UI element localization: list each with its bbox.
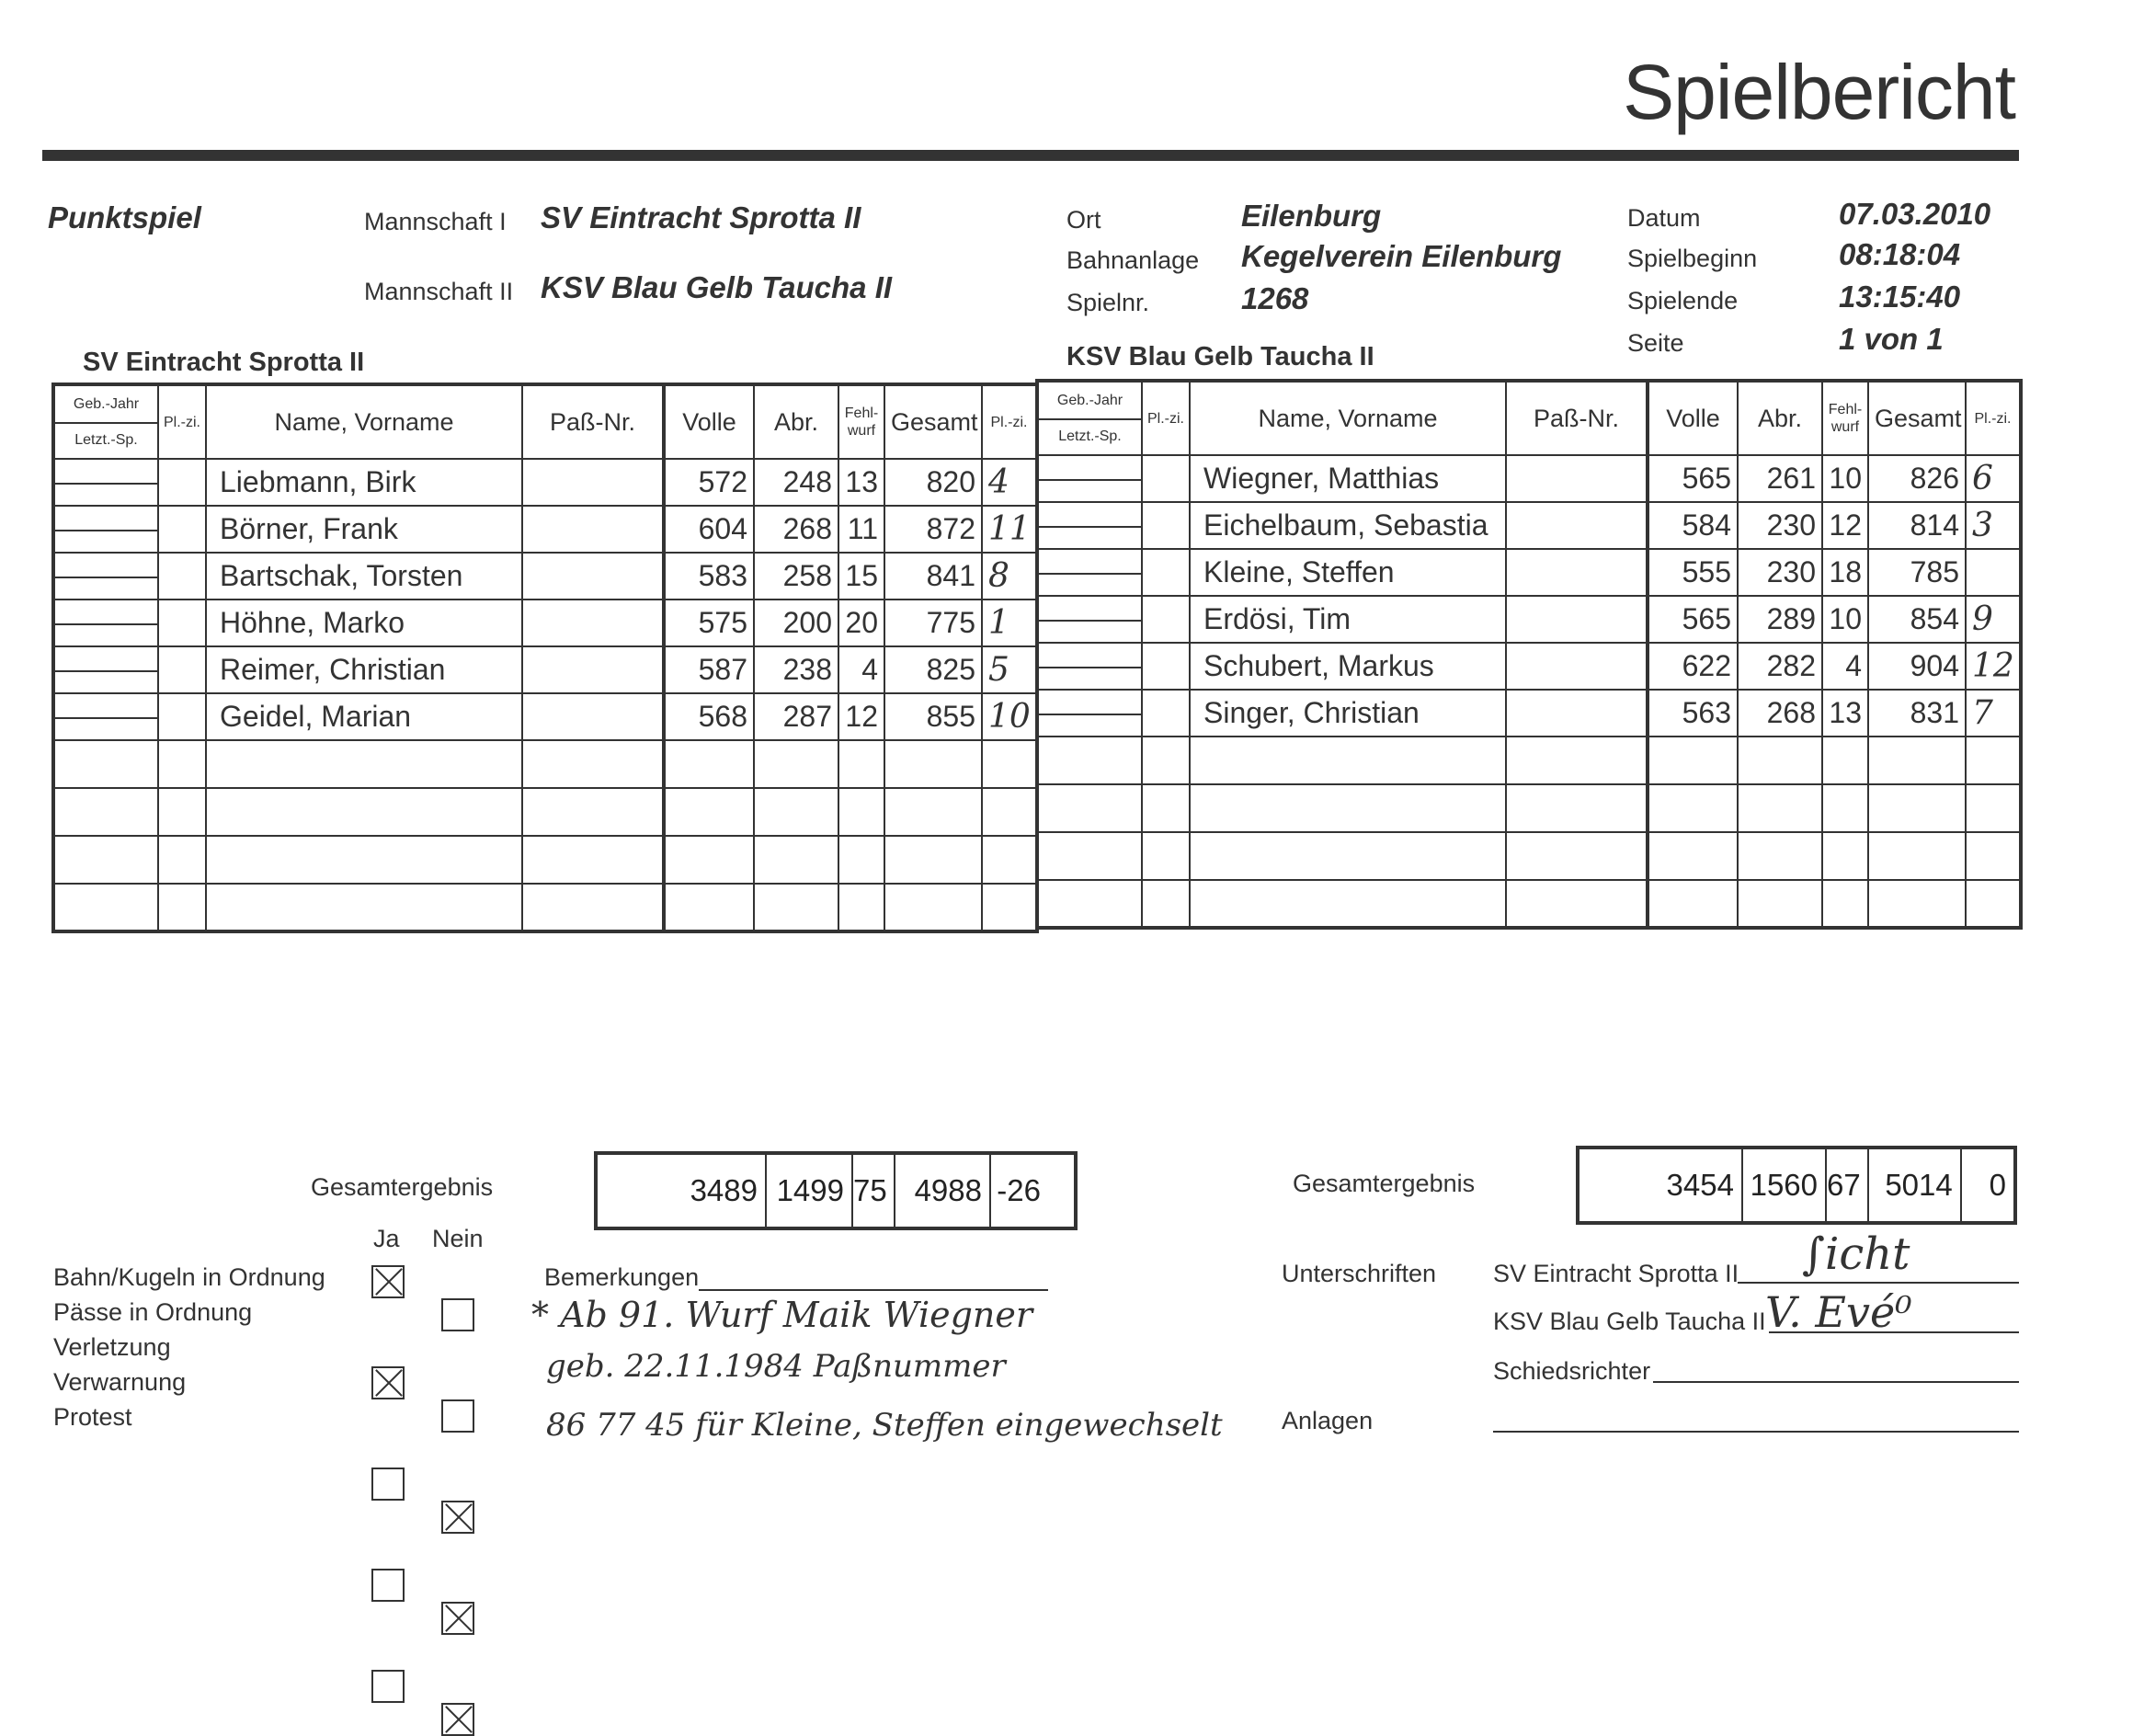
- abr-cell: 230: [1738, 502, 1822, 549]
- abr-cell: 261: [1738, 455, 1822, 502]
- pass-nr-cell: [522, 459, 664, 506]
- total-left-diff: -26: [997, 1173, 1041, 1207]
- player-name: Börner, Frank: [206, 506, 522, 553]
- volle-cell: 587: [664, 646, 754, 693]
- fehlwurf-cell: 12: [1822, 502, 1868, 549]
- geb-jahr-cell: [1037, 502, 1142, 549]
- pl-zi-cell: [1142, 549, 1190, 596]
- col-gesamt: Gesamt: [884, 384, 982, 459]
- platz-handwritten: [982, 884, 1037, 931]
- volle-cell: 565: [1648, 455, 1738, 502]
- platz-handwritten: [1966, 880, 2021, 928]
- spielbeginn-value: 08:18:04: [1839, 237, 1961, 271]
- table-row: [1037, 832, 2021, 880]
- abr-cell: [754, 740, 838, 788]
- table-row: [53, 646, 1037, 693]
- total-right-fehl: 67: [1827, 1149, 1869, 1221]
- platz-handwritten: [1966, 832, 2021, 880]
- abr-cell: 282: [1738, 643, 1822, 690]
- col-fehlwurf: Fehl-wurf: [838, 384, 884, 459]
- volle-cell: 565: [1648, 596, 1738, 643]
- table-row: [53, 459, 1037, 506]
- player-name: [1190, 880, 1506, 928]
- remarks-line-3: 86 77 45 für Kleine, Steffen eingewechselt: [546, 1407, 1223, 1444]
- geb-jahr-cell: [53, 884, 158, 931]
- player-name: [206, 788, 522, 836]
- pl-zi-cell: [158, 836, 206, 884]
- team-right-table: [1035, 379, 2023, 930]
- pl-zi-cell: [158, 646, 206, 693]
- remarks-line-2: geb. 22.11.1984 Paßnummer: [546, 1348, 1006, 1385]
- abr-cell: 258: [754, 553, 838, 600]
- gesamt-cell: 831: [1868, 690, 1966, 737]
- pl-zi-cell: [158, 600, 206, 646]
- col-platz: Pl.-zi.: [1966, 381, 2021, 455]
- abr-cell: 268: [754, 506, 838, 553]
- player-name: Reimer, Christian: [206, 646, 522, 693]
- datum-value: 07.03.2010: [1839, 197, 1991, 231]
- pl-zi-cell: [158, 506, 206, 553]
- player-name: [206, 836, 522, 884]
- abr-cell: 248: [754, 459, 838, 506]
- checkbox-nein[interactable]: [441, 1298, 474, 1331]
- abr-cell: [1738, 832, 1822, 880]
- table-row: [53, 600, 1037, 646]
- pass-nr-cell: [522, 740, 664, 788]
- signature-team1-line: [1738, 1282, 2019, 1284]
- total-right-volle: 3454: [1579, 1149, 1743, 1221]
- geb-jahr-cell: [53, 506, 158, 553]
- volle-cell: 575: [664, 600, 754, 646]
- gesamt-cell: 785: [1868, 549, 1966, 596]
- pl-zi-cell: [1142, 502, 1190, 549]
- pl-zi-cell: [1142, 880, 1190, 928]
- col-fehlwurf: Fehl-wurf: [1822, 381, 1868, 455]
- gesamt-cell: 820: [884, 459, 982, 506]
- ja-label: Ja: [373, 1225, 400, 1252]
- checkbox-ja[interactable]: [371, 1265, 405, 1298]
- abr-cell: 200: [754, 600, 838, 646]
- table-row: [1037, 502, 2021, 549]
- player-name: Eichelbaum, Sebastia: [1190, 502, 1506, 549]
- total-right-label: Gesamtergebnis: [1293, 1170, 1476, 1197]
- fehlwurf-cell: [838, 884, 884, 931]
- pass-nr-cell: [1506, 455, 1648, 502]
- player-name: Schubert, Markus: [1190, 643, 1506, 690]
- gesamt-cell: [884, 836, 982, 884]
- pass-nr-cell: [522, 788, 664, 836]
- spielnr-value: 1268: [1241, 281, 1309, 315]
- remarks-line-1: * Ab 91. Wurf Maik Wiegner: [531, 1295, 1033, 1335]
- check-label: Verletzung: [53, 1333, 171, 1361]
- gesamt-cell: 826: [1868, 455, 1966, 502]
- pass-nr-cell: [522, 693, 664, 740]
- pl-zi-cell: [158, 553, 206, 600]
- geb-jahr-cell: [53, 553, 158, 600]
- col-abr: Abr.: [754, 384, 838, 459]
- volle-cell: [1648, 784, 1738, 832]
- abr-cell: 268: [1738, 690, 1822, 737]
- total-left-fehl: 75: [853, 1155, 895, 1227]
- platz-handwritten: [982, 836, 1037, 884]
- player-name: [206, 740, 522, 788]
- geb-jahr-cell: [1037, 643, 1142, 690]
- pass-nr-cell: [522, 646, 664, 693]
- total-left-box: [594, 1151, 1078, 1230]
- fehlwurf-cell: 13: [1822, 690, 1868, 737]
- pass-nr-cell: [1506, 737, 1648, 784]
- geb-jahr-cell: [1037, 549, 1142, 596]
- fehlwurf-cell: [1822, 784, 1868, 832]
- platz-handwritten: [1966, 549, 2021, 596]
- volle-cell: [1648, 832, 1738, 880]
- pass-nr-cell: [522, 600, 664, 646]
- fehlwurf-cell: 13: [838, 459, 884, 506]
- mannschaft2-value: KSV Blau Gelb Taucha II: [541, 270, 893, 304]
- geb-jahr-cell: [1037, 455, 1142, 502]
- pl-zi-cell: [158, 693, 206, 740]
- mannschaft2-label: Mannschaft II: [364, 278, 514, 305]
- table-row: [53, 788, 1037, 836]
- geb-jahr-cell: [1037, 880, 1142, 928]
- volle-cell: 568: [664, 693, 754, 740]
- platz-handwritten: [1966, 784, 2021, 832]
- geb-jahr-cell: [1037, 784, 1142, 832]
- total-left-volle: 3489: [598, 1155, 767, 1227]
- fehlwurf-cell: 20: [838, 600, 884, 646]
- platz-handwritten: 11: [982, 506, 1037, 553]
- gesamt-cell: 841: [884, 553, 982, 600]
- platz-handwritten: 1: [982, 600, 1037, 646]
- player-name: Geidel, Marian: [206, 693, 522, 740]
- platz-handwritten: 9: [1966, 596, 2021, 643]
- abr-cell: [1738, 737, 1822, 784]
- check-label: Bahn/Kugeln in Ordnung: [53, 1263, 325, 1291]
- col-pl-zi: Pl.-zi.: [158, 384, 206, 459]
- pl-zi-cell: [158, 740, 206, 788]
- check-label: Verwarnung: [53, 1368, 187, 1396]
- platz-handwritten: 7: [1966, 690, 2021, 737]
- table-row: [1037, 549, 2021, 596]
- platz-handwritten: 5: [982, 646, 1037, 693]
- checkbox-nein[interactable]: [441, 1602, 474, 1635]
- mannschaft1-label: Mannschaft I: [364, 208, 507, 235]
- abr-cell: [754, 836, 838, 884]
- signatures-label: Unterschriften: [1282, 1260, 1437, 1287]
- remarks-line: [699, 1289, 1048, 1291]
- team-right-title: KSV Blau Gelb Taucha II: [1066, 342, 1374, 371]
- geb-jahr-cell: [53, 740, 158, 788]
- player-name: [1190, 784, 1506, 832]
- gesamt-cell: 854: [1868, 596, 1966, 643]
- bahnanlage-value: Kegelverein Eilenburg: [1241, 239, 1562, 273]
- fehlwurf-cell: [1822, 832, 1868, 880]
- table-row: [1037, 455, 2021, 502]
- gesamt-cell: [1868, 737, 1966, 784]
- datum-label: Datum: [1627, 204, 1701, 232]
- platz-handwritten: 10: [982, 693, 1037, 740]
- table-row: [53, 553, 1037, 600]
- total-left-gesamt: 4988: [895, 1155, 991, 1227]
- table-row: [1037, 643, 2021, 690]
- gesamt-cell: [1868, 784, 1966, 832]
- table-row: [1037, 880, 2021, 928]
- volle-cell: [664, 740, 754, 788]
- check-label: Pässe in Ordnung: [53, 1298, 253, 1326]
- player-name: Kleine, Steffen: [1190, 549, 1506, 596]
- pl-zi-cell: [1142, 596, 1190, 643]
- seite-label: Seite: [1627, 329, 1684, 357]
- player-name: [1190, 832, 1506, 880]
- signature-team2-label: KSV Blau Gelb Taucha II: [1493, 1308, 1766, 1335]
- player-name: Singer, Christian: [1190, 690, 1506, 737]
- col-geb-jahr: Geb.-Jahr Letzt.-Sp.: [53, 384, 158, 459]
- pass-nr-cell: [1506, 784, 1648, 832]
- geb-jahr-cell: [1037, 690, 1142, 737]
- col-abr: Abr.: [1738, 381, 1822, 455]
- pl-zi-cell: [1142, 690, 1190, 737]
- gesamt-cell: [1868, 880, 1966, 928]
- team-left-title: SV Eintracht Sprotta II: [83, 348, 365, 377]
- player-name: [206, 884, 522, 931]
- spielbeginn-label: Spielbeginn: [1627, 245, 1758, 272]
- volle-cell: [664, 788, 754, 836]
- ort-value: Eilenburg: [1241, 199, 1382, 233]
- pass-nr-cell: [1506, 502, 1648, 549]
- fehlwurf-cell: [1822, 880, 1868, 928]
- pass-nr-cell: [1506, 549, 1648, 596]
- geb-jahr-cell: [53, 836, 158, 884]
- geb-jahr-cell: [53, 646, 158, 693]
- volle-cell: 572: [664, 459, 754, 506]
- geb-jahr-cell: [53, 693, 158, 740]
- fehlwurf-cell: [838, 740, 884, 788]
- player-name: Liebmann, Birk: [206, 459, 522, 506]
- abr-cell: 230: [1738, 549, 1822, 596]
- fehlwurf-cell: [838, 836, 884, 884]
- col-volle: Volle: [664, 384, 754, 459]
- col-name: Name, Vorname: [1190, 381, 1506, 455]
- volle-cell: 555: [1648, 549, 1738, 596]
- volle-cell: 583: [664, 553, 754, 600]
- bahnanlage-label: Bahnanlage: [1066, 246, 1200, 274]
- volle-cell: 604: [664, 506, 754, 553]
- table-row: [53, 693, 1037, 740]
- checkbox-nein[interactable]: [441, 1399, 474, 1433]
- volle-cell: [1648, 880, 1738, 928]
- col-pass: Paß-Nr.: [1506, 381, 1648, 455]
- anlagen-label: Anlagen: [1282, 1407, 1374, 1434]
- checkbox-ja[interactable]: [371, 1366, 405, 1399]
- abr-cell: [754, 884, 838, 931]
- abr-cell: [754, 788, 838, 836]
- fehlwurf-cell: 10: [1822, 596, 1868, 643]
- spielende-label: Spielende: [1627, 287, 1739, 314]
- team-left-table: [51, 383, 1039, 933]
- seite-value: 1 von 1: [1839, 322, 1944, 356]
- platz-handwritten: 4: [982, 459, 1037, 506]
- pass-nr-cell: [522, 836, 664, 884]
- abr-cell: 289: [1738, 596, 1822, 643]
- pl-zi-cell: [1142, 643, 1190, 690]
- abr-cell: [1738, 880, 1822, 928]
- table-row: [53, 506, 1037, 553]
- geb-jahr-cell: [53, 600, 158, 646]
- volle-cell: [664, 884, 754, 931]
- player-name: Bartschak, Torsten: [206, 553, 522, 600]
- pl-zi-cell: [1142, 455, 1190, 502]
- col-pl-zi: Pl.-zi.: [1142, 381, 1190, 455]
- signature-team1-handwriting: ∫icht: [1802, 1228, 1910, 1280]
- volle-cell: [664, 836, 754, 884]
- gesamt-cell: 872: [884, 506, 982, 553]
- gesamt-cell: 775: [884, 600, 982, 646]
- fehlwurf-cell: 12: [838, 693, 884, 740]
- pl-zi-cell: [158, 459, 206, 506]
- pass-nr-cell: [1506, 596, 1648, 643]
- anlagen-line: [1493, 1431, 2019, 1433]
- pass-nr-cell: [522, 553, 664, 600]
- abr-cell: 238: [754, 646, 838, 693]
- table-row: [53, 740, 1037, 788]
- col-geb-jahr: Geb.-Jahr Letzt.-Sp.: [1037, 381, 1142, 455]
- pl-zi-cell: [158, 788, 206, 836]
- platz-handwritten: [982, 740, 1037, 788]
- game-type: Punktspiel: [48, 200, 201, 234]
- col-gesamt: Gesamt: [1868, 381, 1966, 455]
- checkbox-nein[interactable]: [441, 1703, 474, 1736]
- pass-nr-cell: [1506, 880, 1648, 928]
- total-right-box: [1576, 1146, 2017, 1225]
- player-name: Wiegner, Matthias: [1190, 455, 1506, 502]
- geb-jahr-cell: [1037, 596, 1142, 643]
- fehlwurf-cell: 15: [838, 553, 884, 600]
- check-label: Protest: [53, 1403, 132, 1431]
- page-title: Spielbericht: [1623, 49, 2015, 135]
- ort-label: Ort: [1066, 206, 1101, 234]
- pass-nr-cell: [522, 884, 664, 931]
- player-name: [1190, 737, 1506, 784]
- table-row: [1037, 784, 2021, 832]
- spielnr-label: Spielnr.: [1066, 289, 1150, 316]
- referee-label: Schiedsrichter: [1493, 1357, 1651, 1385]
- volle-cell: 584: [1648, 502, 1738, 549]
- spielende-value: 13:15:40: [1839, 280, 1961, 314]
- volle-cell: 563: [1648, 690, 1738, 737]
- signature-team2-handwriting: V. Evé⁰: [1765, 1287, 1912, 1337]
- table-row: [1037, 690, 2021, 737]
- table-row: [53, 884, 1037, 931]
- player-name: Erdösi, Tim: [1190, 596, 1506, 643]
- gesamt-cell: 825: [884, 646, 982, 693]
- gesamt-cell: 904: [1868, 643, 1966, 690]
- checkbox-ja[interactable]: [371, 1670, 405, 1703]
- platz-handwritten: 8: [982, 553, 1037, 600]
- gesamt-cell: 814: [1868, 502, 1966, 549]
- platz-handwritten: 6: [1966, 455, 2021, 502]
- pl-zi-cell: [1142, 784, 1190, 832]
- table-row: [53, 836, 1037, 884]
- pl-zi-cell: [158, 884, 206, 931]
- volle-cell: 622: [1648, 643, 1738, 690]
- total-right-abr: 1560: [1743, 1149, 1827, 1221]
- checkbox-ja[interactable]: [371, 1468, 405, 1501]
- checkbox-nein[interactable]: [441, 1501, 474, 1534]
- mannschaft1-value: SV Eintracht Sprotta II: [541, 200, 861, 234]
- col-volle: Volle: [1648, 381, 1738, 455]
- geb-jahr-cell: [53, 788, 158, 836]
- total-left-label: Gesamtergebnis: [311, 1173, 494, 1201]
- fehlwurf-cell: 18: [1822, 549, 1868, 596]
- nein-label: Nein: [432, 1225, 484, 1252]
- referee-line: [1653, 1381, 2019, 1383]
- title-divider: [42, 150, 2019, 161]
- total-right-diff: 0: [1989, 1168, 2006, 1202]
- platz-handwritten: [1966, 737, 2021, 784]
- col-pass: Paß-Nr.: [522, 384, 664, 459]
- player-name: Höhne, Marko: [206, 600, 522, 646]
- pass-nr-cell: [1506, 643, 1648, 690]
- abr-cell: [1738, 784, 1822, 832]
- platz-handwritten: 3: [1966, 502, 2021, 549]
- checkbox-ja[interactable]: [371, 1569, 405, 1602]
- geb-jahr-cell: [1037, 737, 1142, 784]
- geb-jahr-cell: [1037, 832, 1142, 880]
- pass-nr-cell: [1506, 832, 1648, 880]
- fehlwurf-cell: [838, 788, 884, 836]
- gesamt-cell: [884, 788, 982, 836]
- platz-handwritten: [982, 788, 1037, 836]
- total-left-abr: 1499: [767, 1155, 853, 1227]
- table-row: [1037, 737, 2021, 784]
- pl-zi-cell: [1142, 737, 1190, 784]
- gesamt-cell: [884, 740, 982, 788]
- gesamt-cell: [884, 884, 982, 931]
- total-right-gesamt: 5014: [1869, 1149, 1962, 1221]
- fehlwurf-cell: 4: [1822, 643, 1868, 690]
- geb-jahr-cell: [53, 459, 158, 506]
- gesamt-cell: 855: [884, 693, 982, 740]
- remarks-label: Bemerkungen: [544, 1263, 700, 1291]
- fehlwurf-cell: 10: [1822, 455, 1868, 502]
- fehlwurf-cell: 11: [838, 506, 884, 553]
- col-name: Name, Vorname: [206, 384, 522, 459]
- abr-cell: 287: [754, 693, 838, 740]
- fehlwurf-cell: 4: [838, 646, 884, 693]
- table-row: [1037, 596, 2021, 643]
- platz-handwritten: 12: [1966, 643, 2021, 690]
- signature-team1-label: SV Eintracht Sprotta II: [1493, 1260, 1739, 1287]
- pass-nr-cell: [522, 506, 664, 553]
- col-platz: Pl.-zi.: [982, 384, 1037, 459]
- fehlwurf-cell: [1822, 737, 1868, 784]
- pl-zi-cell: [1142, 832, 1190, 880]
- pass-nr-cell: [1506, 690, 1648, 737]
- gesamt-cell: [1868, 832, 1966, 880]
- volle-cell: [1648, 737, 1738, 784]
